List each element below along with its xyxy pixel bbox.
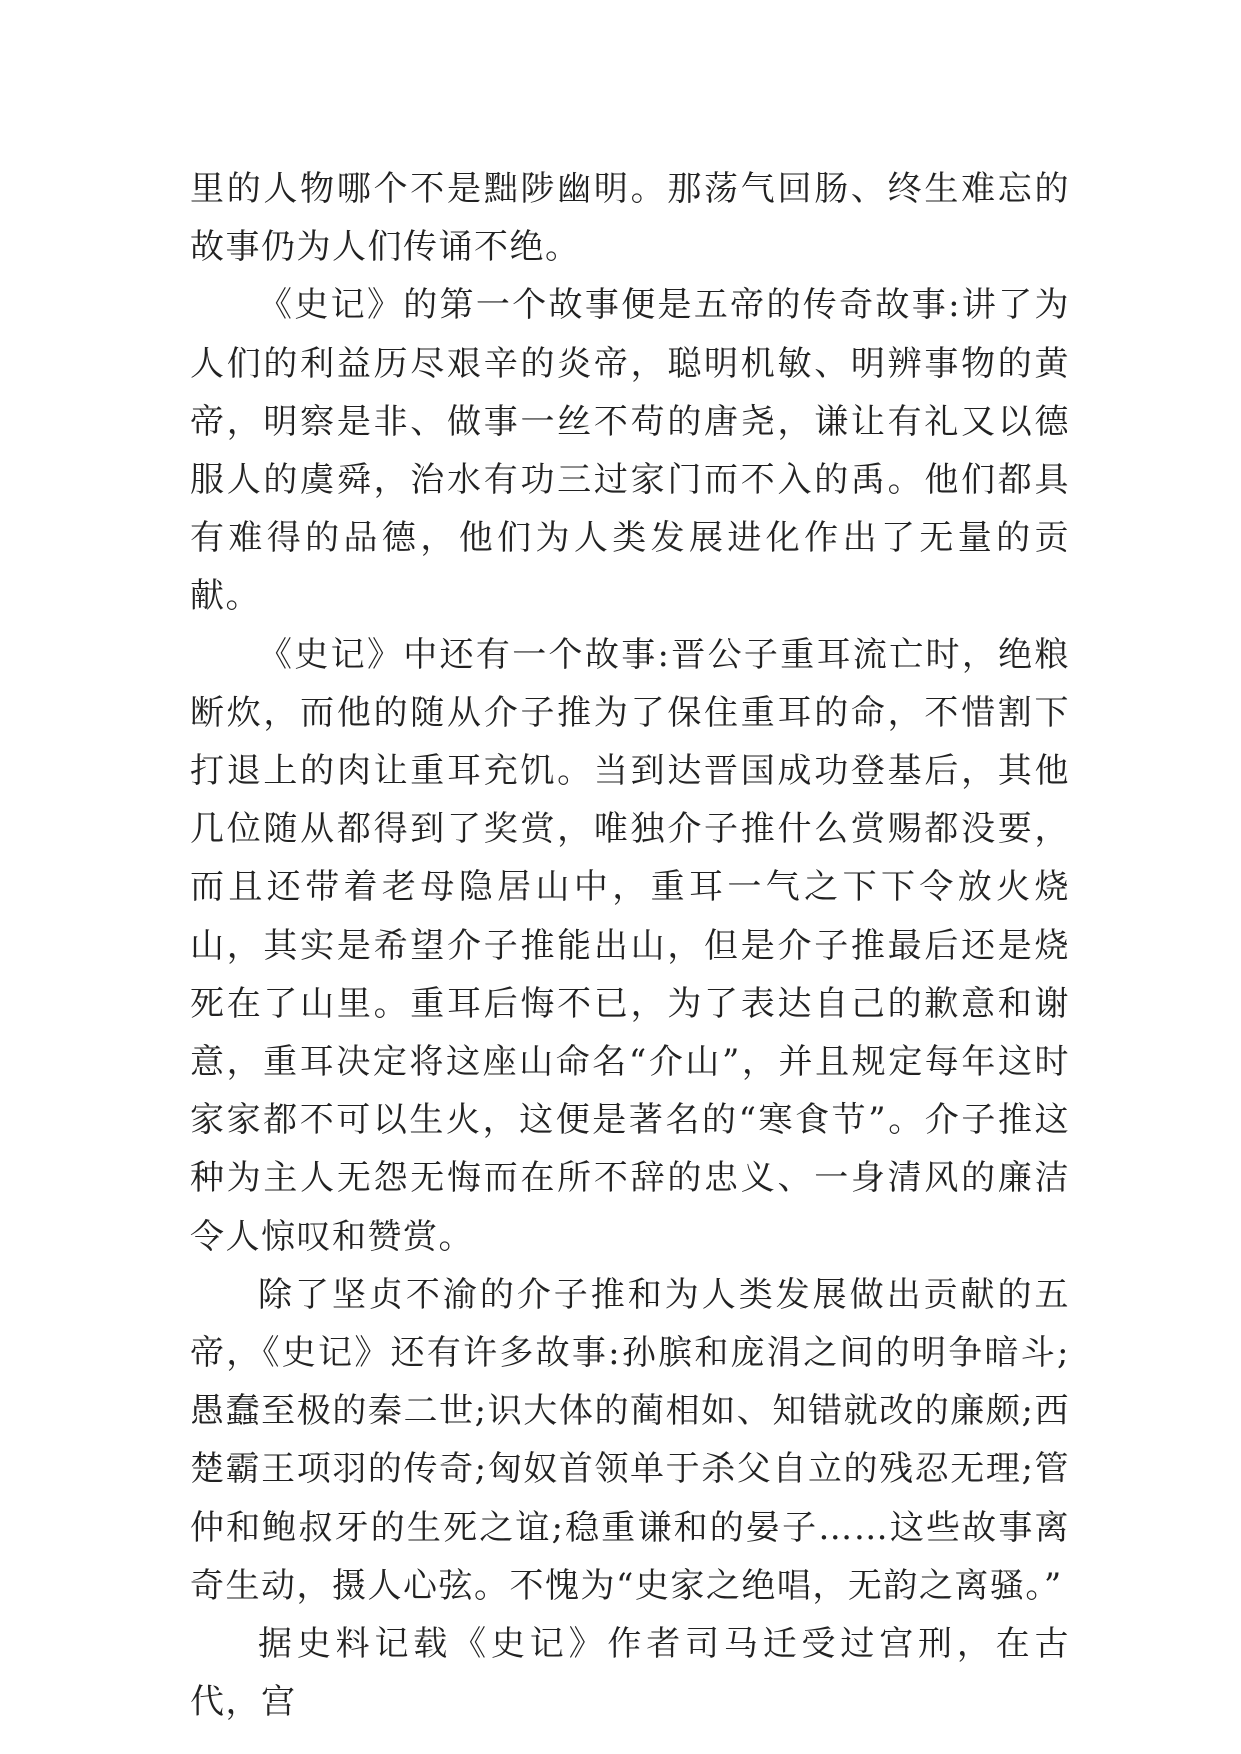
paragraph-sima-qian: 据史料记载《史记》作者司马迁受过宫刑，在古代，宫 (190, 1624, 1070, 1723)
document-body (190, 160, 1070, 1731)
paragraph-other-stories: 除了坚贞不渝的介子推和为人类发展做出贡献的五帝，《史记》还有许多故事:孙膑和庞涓之间的明争暗斗;愚蠢至极的秦二世;识大体的蔺相如、知错就改的廉颇;西楚霸王项羽的传奇;匈奴首领单于杀父自立的残忍无理;管仲和鲍叔牙的生死之谊;稳重谦和的晏子……这些故事离奇生动，摄人心弦。不愧为“史家之绝唱，无韵之离骚。” (190, 1274, 1070, 1606)
paragraph-five-emperors: 《史记》的第一个故事便是五帝的传奇故事:讲了为人们的利益历尽艰辛的炎帝，聪明机敏、明辨事物的黄帝，明察是非、做事一丝不苟的唐尧，谦让有礼又以德服人的虞舜，治水有功三过家门而不入的禹。他们都具有难得的品德，他们为人类发展进化作出了无量的贡献。 (190, 285, 1070, 617)
paragraph-continuation: 里的人物哪个不是黜陟幽明。那荡气回肠、终生难忘的故事仍为人们传诵不绝。 (190, 169, 1070, 268)
paragraph-jie-zitui: 《史记》中还有一个故事:晋公子重耳流亡时，绝粮断炊，而他的随从介子推为了保住重耳的命，不惜割下打退上的肉让重耳充饥。当到达晋国成功登基后，其他几位随从都得到了奖赏，唯独介子推什么赏赐都没要，而且还带着老母隐居山中，重耳一气之下下令放火烧山，其实是希望介子推能出山，但是介子推最后还是烧死在了山里。重耳后悔不已，为了表达自己的歉意和谢意，重耳决定将这座山命名“介山”，并且规定每年这时家家都不可以生火，这便是著名的“寒食节”。介子推这种为主人无怨无悔而在所不辞的忠义、一身清风的廉洁令人惊叹和赞赏。 (190, 634, 1070, 1257)
